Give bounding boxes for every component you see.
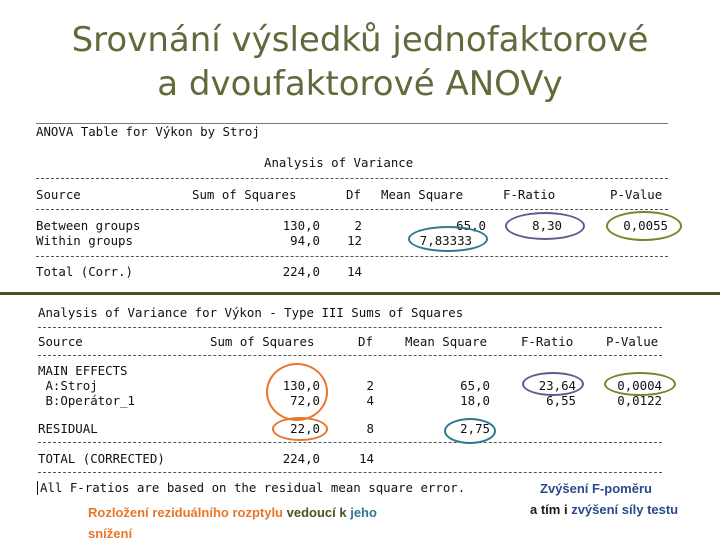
table2-col-df: Df xyxy=(358,334,373,349)
table1-row-between-source: Between groups xyxy=(36,218,141,233)
table2-row-b-ss: 72,0 xyxy=(290,393,320,408)
table2-residual-ss: 22,0 xyxy=(290,421,320,436)
slide-title-line1: Srovnání výsledků jednofaktorové xyxy=(71,20,649,60)
note-left-part4: snížení xyxy=(88,526,133,541)
table1-row-within-source: Within groups xyxy=(36,233,133,248)
note-left-part2: vedoucí k xyxy=(283,505,351,520)
table2-heading: Analysis of Variance for Výkon - Type III Sums of Squares xyxy=(38,305,464,320)
table2-row-a-df: 2 xyxy=(366,378,374,393)
table2-row-a-ms: 65,0 xyxy=(460,378,490,393)
table1-total-source: Total (Corr.) xyxy=(36,264,133,279)
slide-title xyxy=(0,18,720,106)
note-right-line1: Zvýšení F-poměru xyxy=(540,481,652,496)
table1-heading: ANOVA Table for Výkon by Stroj xyxy=(36,124,260,139)
table2-col-ss: Sum of Squares xyxy=(210,334,315,349)
table1-row-between-ms: 65,0 xyxy=(456,218,486,233)
table1-col-df: Df xyxy=(346,187,361,202)
table2-row-a-source: A:Stroj xyxy=(38,378,98,393)
table2-row-b-source: B:Operátor_1 xyxy=(38,393,135,408)
table1-col-p: P-Value xyxy=(610,187,663,202)
table1-subheading: Analysis of Variance xyxy=(264,155,414,170)
note-left-part1: Rozložení reziduálního rozptylu xyxy=(88,505,283,520)
table1-row-between-p: 0,0055 xyxy=(623,218,668,233)
table2-col-source: Source xyxy=(38,334,83,349)
table1-col-f: F-Ratio xyxy=(503,187,556,202)
highlight-f-ratio-oval xyxy=(505,212,585,240)
table1-total-df: 14 xyxy=(347,264,362,279)
table2-total-df: 14 xyxy=(359,451,374,466)
table1-row-between-ss: 130,0 xyxy=(282,218,320,233)
note-right xyxy=(520,478,720,520)
section-divider xyxy=(0,292,720,295)
slide-title-line2: a dvoufaktorové ANOVy xyxy=(157,64,563,104)
table1-col-ms: Mean Square xyxy=(381,187,464,202)
table2-row-a-p: 0,0004 xyxy=(617,378,662,393)
highlight-within-ms-oval xyxy=(408,226,488,252)
table2-footnote: All F-ratios are based on the residual mean square error. xyxy=(40,480,466,495)
table1-col-ss: Sum of Squares xyxy=(192,187,297,202)
table2-residual-source: RESIDUAL xyxy=(38,421,98,436)
table2-row-b-f: 6,55 xyxy=(546,393,576,408)
table2-row-b-ms: 18,0 xyxy=(460,393,490,408)
highlight-f-ratio-a-oval xyxy=(522,372,584,396)
table2-residual-ms: 2,75 xyxy=(460,421,490,436)
highlight-p-value-a-oval xyxy=(604,372,676,396)
highlight-p-value-oval xyxy=(606,211,682,241)
table2-residual-df: 8 xyxy=(366,421,374,436)
note-left-part3: jeho xyxy=(350,505,377,520)
table1-row-between-f: 8,30 xyxy=(532,218,562,233)
note-right-line2b: zvýšení síly testu xyxy=(571,502,679,517)
highlight-residual-ms-oval xyxy=(444,418,496,444)
table2-row-b-p: 0,0122 xyxy=(617,393,662,408)
table1-row-within-ss: 94,0 xyxy=(290,233,320,248)
table2-total-ss: 224,0 xyxy=(282,451,320,466)
table2-col-p: P-Value xyxy=(606,334,659,349)
table1-row-within-ms: 7,83333 xyxy=(419,233,472,248)
text-cursor xyxy=(37,481,38,495)
table1-total-ss: 224,0 xyxy=(282,264,320,279)
table2-main-effects-label: MAIN EFFECTS xyxy=(38,363,128,378)
table2-total-source: TOTAL (CORRECTED) xyxy=(38,451,165,466)
highlight-ss-residual-oval xyxy=(272,417,328,441)
note-right-line2a: a tím i xyxy=(530,502,572,517)
table2-col-ms: Mean Square xyxy=(405,334,488,349)
note-left xyxy=(88,502,468,544)
table1-col-source: Source xyxy=(36,187,81,202)
table2-row-a-f: 23,64 xyxy=(538,378,576,393)
table1-row-within-df: 12 xyxy=(347,233,362,248)
table2-col-f: F-Ratio xyxy=(521,334,574,349)
table2-row-b-df: 4 xyxy=(366,393,374,408)
table1-row-between-df: 2 xyxy=(354,218,362,233)
highlight-ss-effects-oval xyxy=(266,363,328,421)
table2-row-a-ss: 130,0 xyxy=(282,378,320,393)
